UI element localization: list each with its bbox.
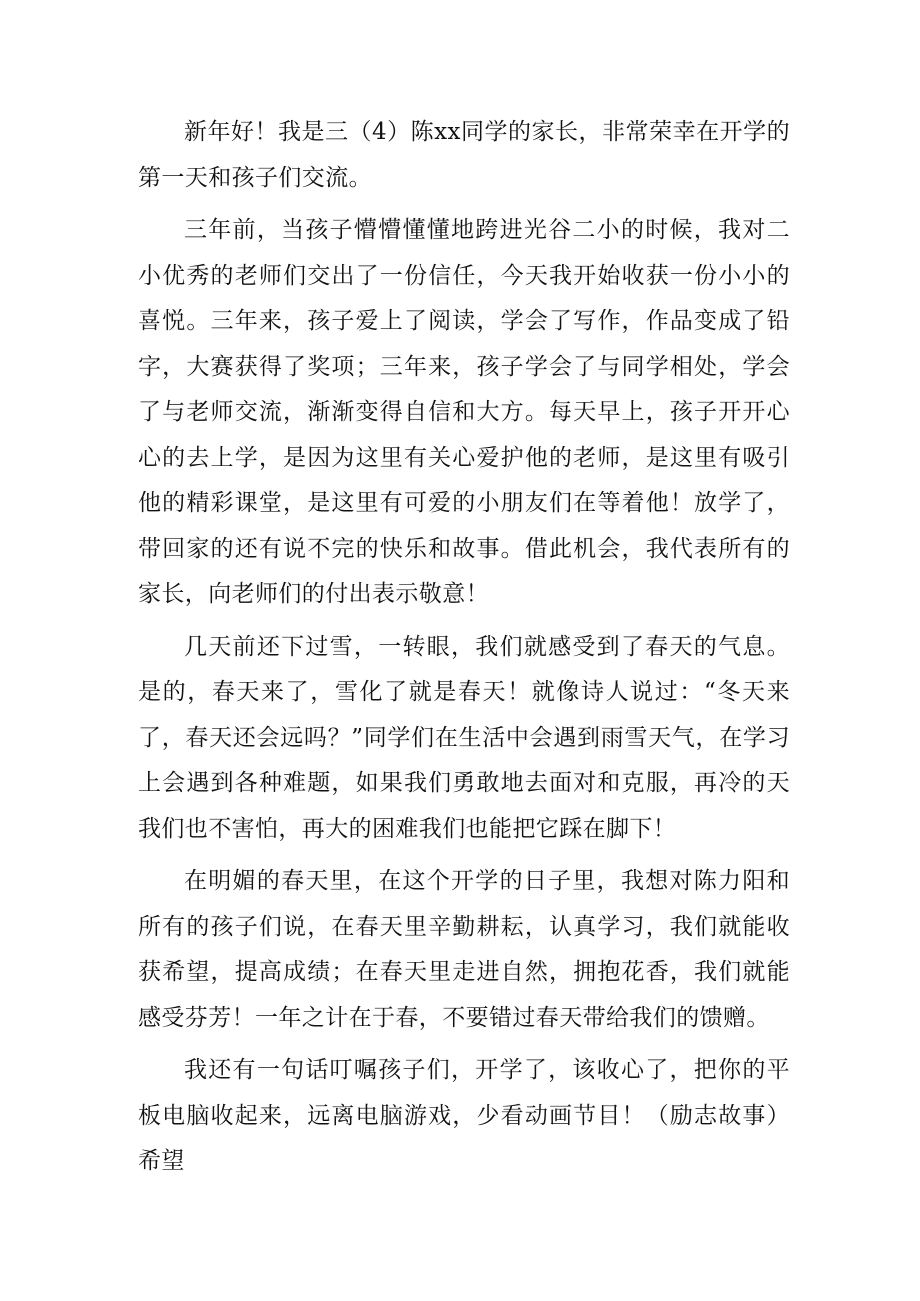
paragraph-three-years: 三年前，当孩子懵懵懂懂地跨进光谷二小的时候，我对二小优秀的老师们交出了一份信任，今天我开始收获一份小小的喜悦。三年来，孩子爱上了阅读，学会了写作，作品变成了铅字，大赛获得了奖项；三年来，孩子学会了与同学相处，学会了与老师交流，渐渐变得自信和大方。每天早上，孩子开开心心的去上学，是因为这里有关心爱护他的老师，是这里有吸引他的精彩课堂，是这里有可爱的小朋友们在等着他！放学了，带回家的还有说不完的快乐和故事。借此机会，我代表所有的家长，向老师们的付出表示敬意！ bbox=[138, 217, 790, 607]
paragraph-wishes: 在明媚的春天里，在这个开学的日子里，我想对陈力阳和所有的孩子们说，在春天里辛勤耕耘，认真学习，我们就能收获希望，提高成绩；在春天里走进自然，拥抱花香，我们就能感受芬芳！一年之计在于春，不要错过春天带给我们的馈赠。 bbox=[138, 868, 790, 1031]
paragraph-spring: 几天前还下过雪，一转眼，我们就感受到了春天的气息。是的，春天来了，雪化了就是春天！就像诗人说过：“冬天来了，春天还会远吗？”同学们在生活中会遇到雨雪天气，在学习上会遇到各种难题，如果我们勇敢地去面对和克服，再冷的天我们也不害怕，再大的困难我们也能把它踩在脚下！ bbox=[138, 633, 790, 842]
document-body bbox=[138, 110, 790, 1192]
paragraph-greeting: 新年好！我是三（4）陈xx同学的家长，非常荣幸在开学的第一天和孩子们交流。 bbox=[138, 119, 790, 191]
paragraph-advice: 我还有一句话叮嘱孩子们，开学了，该收心了，把你的平板电脑收起来，远离电脑游戏，少看动画节目！（励志故事）希望 bbox=[138, 1057, 790, 1174]
